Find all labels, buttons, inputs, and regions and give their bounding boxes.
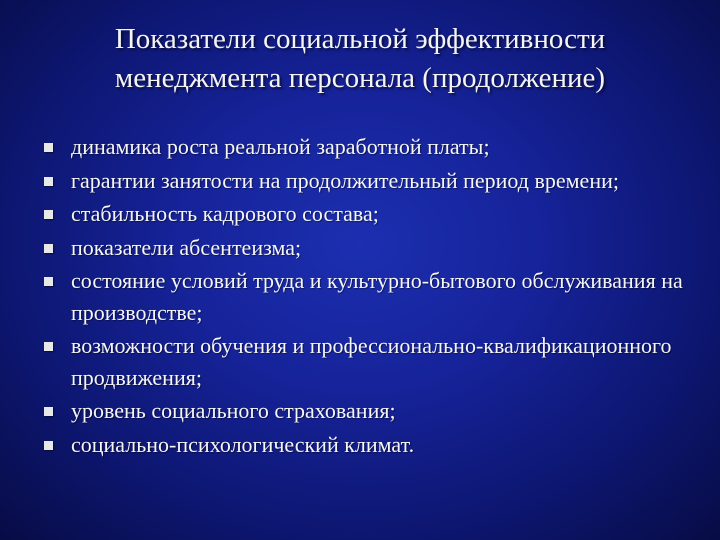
list-item xyxy=(40,165,690,197)
list-item-text: гарантии занятости на продолжительный период времени; xyxy=(71,167,619,193)
square-bullet-icon xyxy=(44,277,53,286)
list-item xyxy=(40,265,690,328)
list-item-text: уровень социального страхования; xyxy=(71,398,396,423)
list-item-text: возможности обучения и профессионально-квалификационного продвижения; xyxy=(71,333,672,390)
square-bullet-icon xyxy=(44,177,53,186)
slide-title-line-2: менеджмента персонала (продолжение) xyxy=(114,62,606,94)
list-item xyxy=(40,232,690,264)
list-item-text: социально-психологический климат. xyxy=(71,431,415,457)
bullet-list xyxy=(40,131,690,462)
slide-title-line-1: Показатели социальной эффективности xyxy=(114,23,606,55)
list-item xyxy=(40,429,690,461)
list-item xyxy=(40,395,690,427)
list-item-text: состояние условий труда и культурно-бытового обслуживания на производстве; xyxy=(71,268,683,325)
square-bullet-icon xyxy=(44,407,53,416)
list-item xyxy=(40,131,690,163)
list-item xyxy=(40,330,690,393)
list-item-text: показатели абсентеизма; xyxy=(71,234,302,260)
slide-title xyxy=(40,20,680,98)
square-bullet-icon xyxy=(44,342,53,351)
square-bullet-icon xyxy=(44,441,53,450)
list-item xyxy=(40,198,690,230)
list-item-text: стабильность кадрового состава; xyxy=(71,201,379,226)
square-bullet-icon xyxy=(44,244,53,253)
square-bullet-icon xyxy=(44,210,53,219)
square-bullet-icon xyxy=(44,143,53,152)
list-item-text: динамика роста реальной заработной платы; xyxy=(71,134,490,159)
